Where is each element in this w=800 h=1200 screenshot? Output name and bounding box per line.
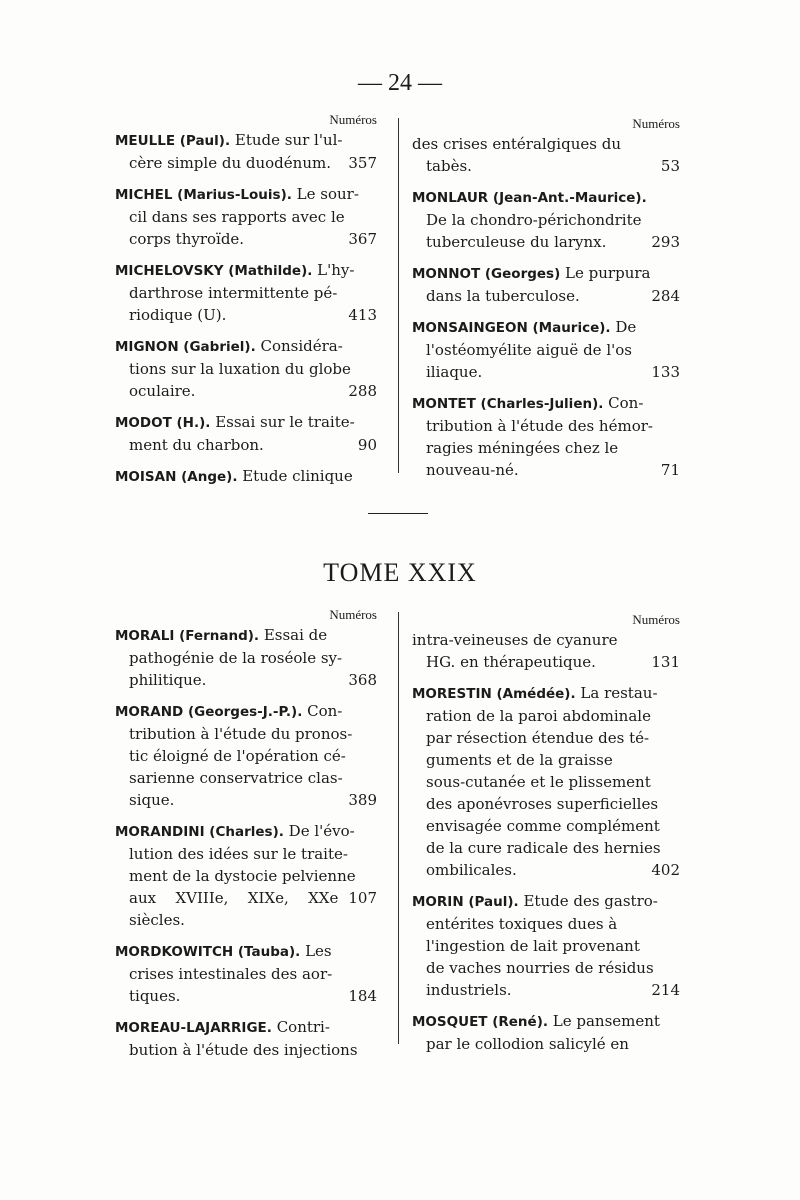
- column-header: Numéros: [329, 112, 377, 127]
- index-entry: [115, 335, 377, 402]
- section-rule: [368, 513, 428, 514]
- index-entry: [115, 1016, 377, 1061]
- column-divider: [398, 612, 399, 1044]
- entry-text: des crises entéralgiques du: [412, 135, 621, 153]
- author-name: MORDKOWITCH (Tauba).: [115, 944, 301, 960]
- entry-text: darthrose intermittente pé-: [129, 284, 338, 302]
- index-entry: [115, 820, 377, 931]
- entry-text: des aponévroses superficielles: [426, 795, 659, 813]
- page-number: — 24 —: [358, 70, 442, 96]
- entry-text: ment du charbon.: [129, 436, 264, 454]
- entry-text: Essai sur le traite-: [215, 413, 355, 431]
- index-entry: [412, 682, 680, 881]
- index-entry: [115, 624, 377, 691]
- thesis-number: 284: [651, 287, 680, 305]
- author-name: MORANDINI (Charles).: [115, 824, 284, 840]
- entry-text: tribution à l'étude des hémor-: [426, 417, 653, 435]
- index-entry: [115, 465, 377, 488]
- entry-text: Considéra-: [260, 337, 343, 355]
- index-entry: [412, 392, 680, 481]
- thesis-number: 133: [651, 363, 680, 381]
- entry-text: La restau-: [580, 684, 658, 702]
- thesis-number: 402: [651, 861, 680, 879]
- entry-text: entérites toxiques dues à: [426, 915, 618, 933]
- index-column: [412, 612, 680, 1064]
- entry-text: Essai de: [263, 626, 328, 644]
- entry-text: De la chondro-périchondrite: [426, 211, 642, 229]
- index-entry: [115, 259, 377, 326]
- entry-text: corps thyroïde.: [129, 230, 245, 248]
- column-header: Numéros: [632, 116, 680, 131]
- entry-text: tic éloigné de l'opération cé-: [129, 747, 346, 765]
- author-name: MODOT (H.).: [115, 415, 211, 431]
- index-entry: [115, 411, 377, 456]
- entry-text: envisagée comme complément: [426, 817, 660, 835]
- entry-text: iliaque.: [426, 363, 483, 381]
- entry-text: ragies méningées chez le: [426, 439, 619, 457]
- entry-text: ration de la paroi abdominale: [426, 707, 651, 725]
- thesis-number: 71: [660, 461, 680, 479]
- author-name: MIGNON (Gabriel).: [115, 339, 256, 355]
- entry-text: Etude des gastro-: [523, 892, 658, 910]
- entry-text: l'ingestion de lait provenant: [426, 937, 640, 955]
- thesis-number: 53: [660, 157, 680, 175]
- thesis-number: 288: [348, 382, 377, 400]
- entry-text: aux XVIIIe, XIXe, XXe siècles.: [129, 889, 339, 929]
- index-entry: [412, 262, 680, 307]
- entry-text: riodique (U).: [129, 306, 227, 324]
- index-entry: [115, 183, 377, 250]
- entry-text: de la cure radicale des hernies: [426, 839, 661, 857]
- thesis-number: 293: [651, 233, 680, 251]
- index-entry: [412, 186, 680, 253]
- entry-text: sous-cutanée et le plissement: [426, 773, 651, 791]
- column-header: Numéros: [632, 612, 680, 627]
- entry-text: De l'évo-: [288, 822, 355, 840]
- entry-text: Les: [305, 942, 332, 960]
- thesis-number: 90: [357, 436, 377, 454]
- entry-text: ombilicales.: [426, 861, 517, 879]
- thesis-number: 131: [651, 653, 680, 671]
- author-name: MORAND (Georges-J.-P.).: [115, 704, 303, 720]
- index-entry: [115, 940, 377, 1007]
- entry-text: Le sour-: [296, 185, 359, 203]
- index-entry: [115, 700, 377, 811]
- entry-text: philitique.: [129, 671, 207, 689]
- entry-text: bution à l'étude des injections: [129, 1041, 358, 1059]
- entry-text: l'ostéomyélite aiguë de l'os: [426, 341, 632, 359]
- entry-text: intra-veineuses de cyanure: [412, 631, 618, 649]
- author-name: MEULLE (Paul).: [115, 133, 231, 149]
- thesis-number: 389: [348, 791, 377, 809]
- column-divider: [398, 118, 399, 473]
- thesis-number: 107: [348, 889, 377, 907]
- entry-text: tabès.: [426, 157, 472, 175]
- index-column: [412, 116, 680, 490]
- entry-text: crises intestinales des aor-: [129, 965, 333, 983]
- thesis-number: 367: [348, 230, 377, 248]
- index-entry: [412, 1010, 680, 1055]
- author-name: MORIN (Paul).: [412, 894, 519, 910]
- thesis-number: 214: [651, 981, 680, 999]
- entry-text: industriels.: [426, 981, 512, 999]
- author-name: MOSQUET (René).: [412, 1014, 548, 1030]
- entry-text: Etude clinique: [242, 467, 353, 485]
- tome-title: TOME XXIX: [323, 558, 477, 587]
- entry-text: tiques.: [129, 987, 181, 1005]
- index-entry: [412, 629, 680, 673]
- index-column: [115, 607, 377, 1070]
- entry-text: lution des idées sur le traite-: [129, 845, 348, 863]
- author-name: MONSAINGEON (Maurice).: [412, 320, 611, 336]
- thesis-number: 368: [348, 671, 377, 689]
- index-entry: [412, 133, 680, 177]
- entry-text: par le collodion salicylé en: [426, 1035, 629, 1053]
- entry-text: sique.: [129, 791, 175, 809]
- entry-text: tions sur la luxation du globe: [129, 360, 351, 378]
- entry-text: oculaire.: [129, 382, 196, 400]
- author-name: MORESTIN (Amédée).: [412, 686, 576, 702]
- entry-text: ment de la dystocie pelvienne: [129, 867, 356, 885]
- entry-text: HG. en thérapeutique.: [426, 653, 596, 671]
- entry-text: par résection étendue des té-: [426, 729, 650, 747]
- entry-text: sarienne conservatrice clas-: [129, 769, 343, 787]
- entry-text: Etude sur l'ul-: [234, 131, 343, 149]
- index-entry: [412, 316, 680, 383]
- entry-text: tribution à l'étude du pronos-: [129, 725, 353, 743]
- author-name: MONLAUR (Jean-Ant.-Maurice).: [412, 190, 647, 206]
- entry-text: de vaches nourries de résidus: [426, 959, 654, 977]
- index-entry: [412, 890, 680, 1001]
- entry-text: tuberculeuse du larynx.: [426, 233, 607, 251]
- author-name: MOISAN (Ange).: [115, 469, 238, 485]
- author-name: MONNOT (Georges): [412, 266, 561, 282]
- entry-text: guments et de la graisse: [426, 751, 613, 769]
- author-name: MICHELOVSKY (Mathilde).: [115, 263, 313, 279]
- entry-text: De: [615, 318, 637, 336]
- author-name: MOREAU-LAJARRIGE.: [115, 1020, 272, 1036]
- thesis-number: 413: [348, 306, 377, 324]
- entry-text: Contri-: [276, 1018, 330, 1036]
- entry-text: Le purpura: [565, 264, 651, 282]
- entry-text: pathogénie de la roséole sy-: [129, 649, 343, 667]
- column-header: Numéros: [329, 607, 377, 622]
- entry-text: Le pansement: [552, 1012, 660, 1030]
- entry-text: cère simple du duodénum.: [129, 154, 331, 172]
- author-name: MICHEL (Marius-Louis).: [115, 187, 292, 203]
- index-entry: [115, 129, 377, 174]
- index-column: [115, 112, 377, 497]
- author-name: MONTET (Charles-Julien).: [412, 396, 604, 412]
- entry-text: cil dans ses rapports avec le: [129, 208, 345, 226]
- author-name: MORALI (Fernand).: [115, 628, 260, 644]
- entry-text: Con-: [608, 394, 644, 412]
- entry-text: nouveau-né.: [426, 461, 519, 479]
- thesis-number: 184: [348, 987, 377, 1005]
- thesis-number: 357: [348, 154, 377, 172]
- entry-text: L'hy-: [317, 261, 355, 279]
- entry-text: Con-: [307, 702, 343, 720]
- entry-text: dans la tuberculose.: [426, 287, 580, 305]
